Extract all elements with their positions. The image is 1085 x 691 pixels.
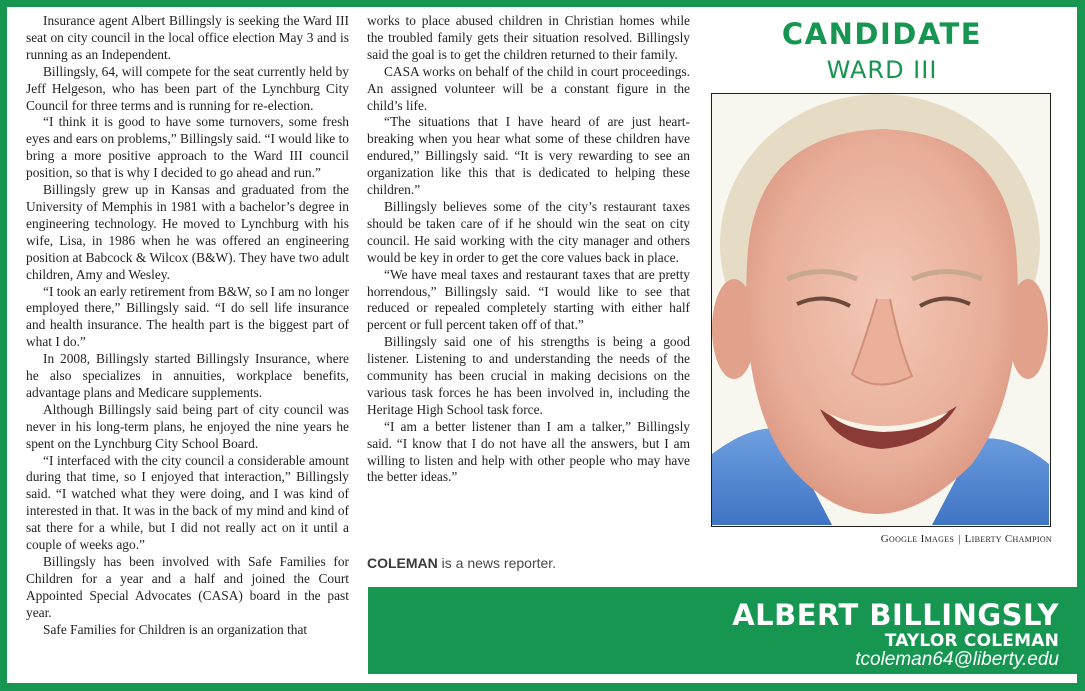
article-paragraph: Billingsly believes some of the city’s restaurant taxes should be taken care of if he should win the seat on city council. He said working with the city manager and others would be key in order to get the core values back in place. (367, 198, 690, 265)
author-email[interactable]: tcoleman64@liberty.edu (855, 649, 1059, 670)
author-bio (367, 555, 556, 571)
article-paragraph: “We have meal taxes and restaurant taxes that are pretty horrendous,” Billingsly said. “I would like to see that reduced or repealed completely starting with either half percent or full percent taken off of that.” (367, 266, 690, 333)
section-subtitle: WARD III (826, 56, 938, 84)
article-paragraph: Although Billingsly said being part of city council was never in his long-term plans, he enjoyed the nine years he spent on the Lynchburg City School Board. (26, 401, 349, 451)
article-paragraph: “I interfaced with the city council a considerable amount during that time, so I enjoyed that interaction,” Billingsly said. “I watched what they were doing, and I was kind of interested in that. It was in the back of my mind and kind of sat there for a while, but I did not really act on it until a couple of weeks ago.” (26, 452, 349, 553)
article-paragraph: “I took an early retirement from B&W, so I am no longer employed there,” Billingsly said. “I do sell life insurance and health insurance. The health part is the biggest part of what I do.” (26, 283, 349, 350)
headline-banner (368, 587, 1077, 674)
article-paragraph: Billingsly said one of his strengths is being a good listener. Listening to and understanding the needs of the community has been crucial in making decisions on the various task forces he has been involved in, including the Heritage High School task force. (367, 334, 690, 417)
article-paragraph: In 2008, Billingsly started Billingsly Insurance, where he also specializes in annuities, workplace benefits, advantage plans and Medicare supplements. (26, 351, 349, 400)
article-column-middle (367, 13, 690, 486)
byline-author: TAYLOR COLEMAN (884, 631, 1059, 651)
article-column-left (26, 13, 349, 639)
article-paragraph: Insurance agent Albert Billingsly is seeking the Ward III seat on city council in the local office election May 3 and is running as an Independent. (26, 13, 349, 62)
candidate-photo (711, 93, 1051, 527)
section-title: CANDIDATE (781, 17, 983, 51)
article-paragraph: Billingsly, 64, will compete for the seat currently held by Jeff Helgeson, who has been part of the Lynchburg City Council for three terms and is running for re-election. (26, 63, 349, 113)
newspaper-page (7, 7, 1077, 683)
headline: ALBERT BILLINGSLY (732, 598, 1059, 632)
bio-name: COLEMAN (367, 555, 438, 571)
article-paragraph: Billingsly grew up in Kansas and graduated from the University of Memphis in 1981 with a bachelor’s degree in engineering technology. He moved to Lynchburg with his wife, Lisa, in 1986 when he was offered an engineering position at Babcock & Wilcox (B&W). They have two adult children, Amy and Wesley. (26, 182, 349, 282)
photo-credit (881, 533, 1052, 545)
article-paragraph: “I think it is good to have some turnovers, some fresh eyes and ears on problems,” Billingsly said. “I would like to bring a more positive approach to the Ward III council position, so that is why I decided to go ahead and run.” (26, 114, 349, 181)
article-paragraph: Billingsly has been involved with Safe Families for Children for a year and a half and joined the Court Appointed Special Advocates (CASA) board in the past year. (26, 554, 349, 620)
credit-publication: Liberty Champion (964, 533, 1052, 545)
article-paragraph: Safe Families for Children is an organization that (43, 621, 308, 637)
article-paragraph: CASA works on behalf of the child in court proceedings. An assigned volunteer will be a constant figure in the child’s life. (367, 63, 690, 113)
bio-text: is a news reporter. (437, 555, 557, 571)
article-paragraph: “The situations that I have heard of are just heartbreaking when you hear what some of these children have endured,” Billingsly said. “It is very rewarding to see an organization like this that is dedicated to helping these children.” (367, 114, 690, 198)
article-paragraph: “I am a better listener than I am a talker,” Billingsly said. “I know that I do not have all the answers, but I am willing to listen and help with other people who may have the better ideas.” (367, 418, 690, 485)
article-paragraph: works to place abused children in Christian homes while the troubled family gets their situation resolved. Billingsly said the goal is to get the children returned to their family. (367, 13, 690, 62)
credit-source: Google Images (880, 533, 955, 545)
credit-separator: | (958, 533, 961, 545)
portrait-illustration (712, 94, 1049, 525)
